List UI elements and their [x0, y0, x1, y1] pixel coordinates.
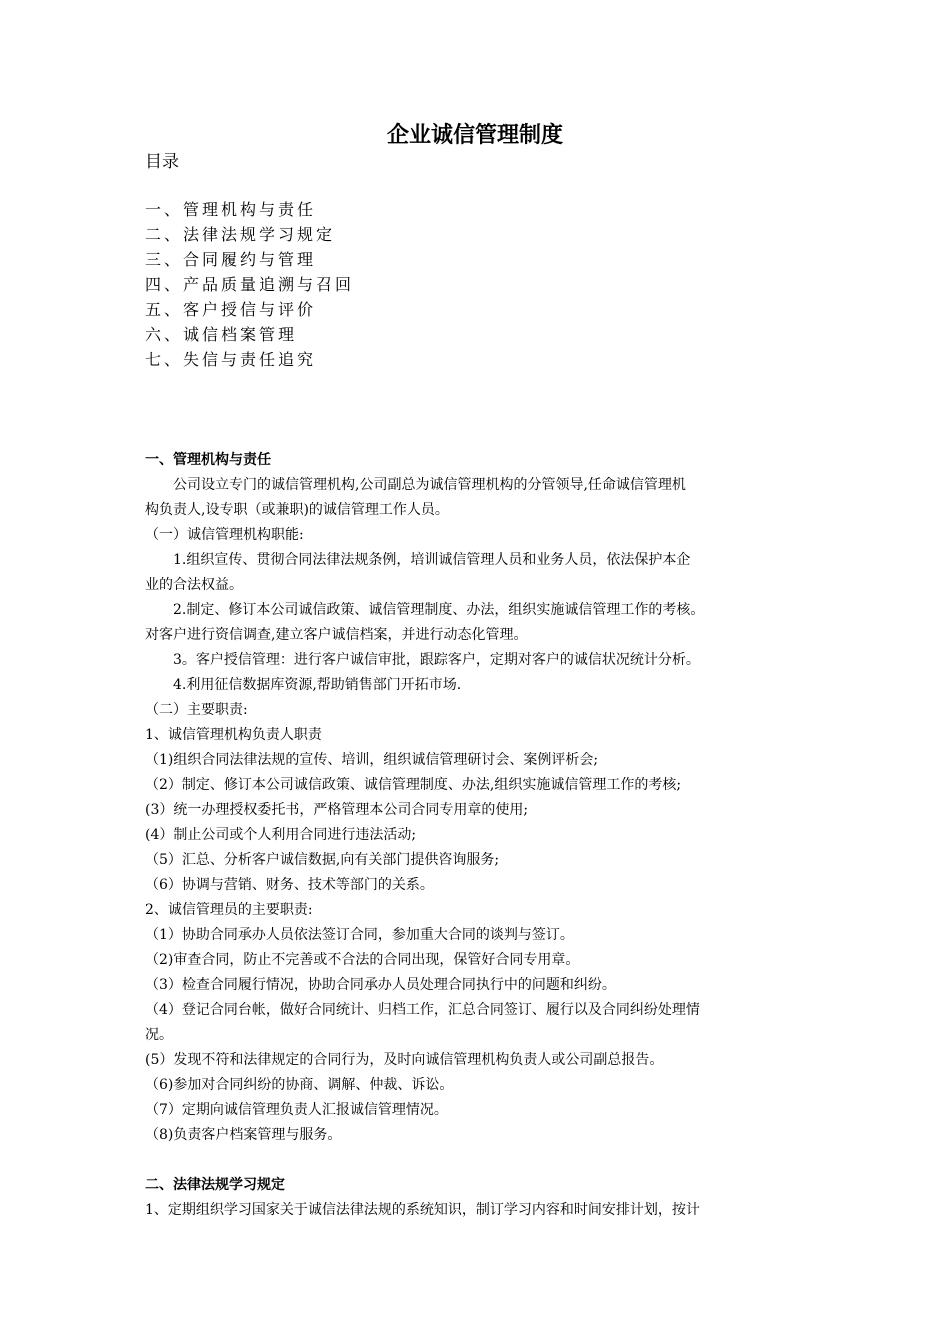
list-item: （5）汇总、分析客户诚信数据,向有关部门提供咨询服务;	[145, 852, 500, 868]
toc-item: 四、产品质量追溯与召回	[145, 275, 355, 294]
list-heading: 2、诚信管理员的主要职责:	[145, 902, 313, 918]
paragraph-line: 公司设立专门的诚信管理机构,公司副总为诚信管理机构的分管领导,任命诚信管理机	[173, 477, 686, 493]
paragraph-line: 对客户进行资信调查,建立客户诚信档案，并进行动态化管理。	[145, 627, 528, 643]
list-item-continued: 况。	[145, 1027, 173, 1043]
document-body	[145, 448, 805, 1223]
toc-item: 五、客户授信与评价	[145, 300, 317, 319]
section-heading: 一、管理机构与责任	[145, 452, 271, 468]
toc-item: 二、法律法规学习规定	[145, 225, 336, 244]
list-item: （6）协调与营销、财务、技术等部门的关系。	[145, 877, 434, 893]
paragraph-line: 4.利用征信数据库资源,帮助销售部门开拓市场.	[173, 677, 462, 693]
subheading: （一）诚信管理机构职能:	[145, 527, 304, 543]
list-item: (5）发现不符和法律规定的合同行为，及时向诚信管理机构负责人或公司副总报告。	[145, 1052, 664, 1068]
paragraph-line: 3。客户授信管理：进行客户诚信审批，跟踪客户，定期对客户的诚信状况统计分析。	[173, 652, 700, 668]
toc-item: 七、失信与责任追究	[145, 350, 317, 369]
paragraph-line: 构负责人,设专职（或兼职)的诚信管理工作人员。	[145, 502, 449, 518]
list-item: （1）协助合同承办人员依法签订合同，参加重大合同的谈判与签订。	[145, 927, 574, 943]
spacer	[145, 1148, 805, 1173]
paragraph-line: 1、定期组织学习国家关于诚信法律法规的系统知识，制订学习内容和时间安排计划，按计	[145, 1202, 700, 1218]
paragraph-line: 2.制定、修订本公司诚信政策、诚信管理制度、办法，组织实施诚信管理工作的考核。	[173, 602, 705, 618]
paragraph-line: 业的合法权益。	[145, 577, 243, 593]
table-of-contents	[145, 197, 354, 372]
list-heading: 1、诚信管理机构负责人职责	[145, 727, 322, 743]
list-item: (3）统一办理授权委托书，严格管理本公司合同专用章的使用;	[145, 802, 529, 818]
list-item: （1)组织合同法律法规的宣传、培训，组织诚信管理研讨会、案例评析会;	[145, 752, 599, 768]
document-title: 企业诚信管理制度	[386, 123, 563, 148]
list-item: （7）定期向诚信管理负责人汇报诚信管理情况。	[145, 1102, 448, 1118]
section-heading: 二、法律法规学习规定	[145, 1177, 285, 1193]
toc-heading: 目录	[145, 152, 179, 172]
subheading: （二）主要职责:	[145, 702, 248, 718]
toc-item: 一、管理机构与责任	[145, 200, 317, 219]
list-item: （6)参加对合同纠纷的协商、调解、仲裁、诉讼。	[145, 1077, 454, 1093]
list-item: （3）检查合同履行情况，协助合同承办人员处理合同执行中的问题和纠纷。	[145, 977, 616, 993]
list-item: (4）制止公司或个人利用合同进行违法活动;	[145, 827, 417, 843]
toc-item: 三、合同履约与管理	[145, 250, 317, 269]
list-item: （2)审查合同，防止不完善或不合法的合同出现，保管好合同专用章。	[145, 952, 580, 968]
list-item: （4）登记合同台帐，做好合同统计、归档工作，汇总合同签订、履行以及合同纠纷处理情	[145, 1002, 700, 1018]
list-item: （2）制定、修订本公司诚信政策、诚信管理制度、办法,组织实施诚信管理工作的考核;	[145, 777, 682, 793]
list-item: （8)负责客户档案管理与服务。	[145, 1127, 342, 1143]
toc-item: 六、诚信档案管理	[145, 325, 298, 344]
paragraph-line: 1.组织宣传、贯彻合同法律法规条例，培训诚信管理人员和业务人员，依法保护本企	[173, 552, 691, 568]
